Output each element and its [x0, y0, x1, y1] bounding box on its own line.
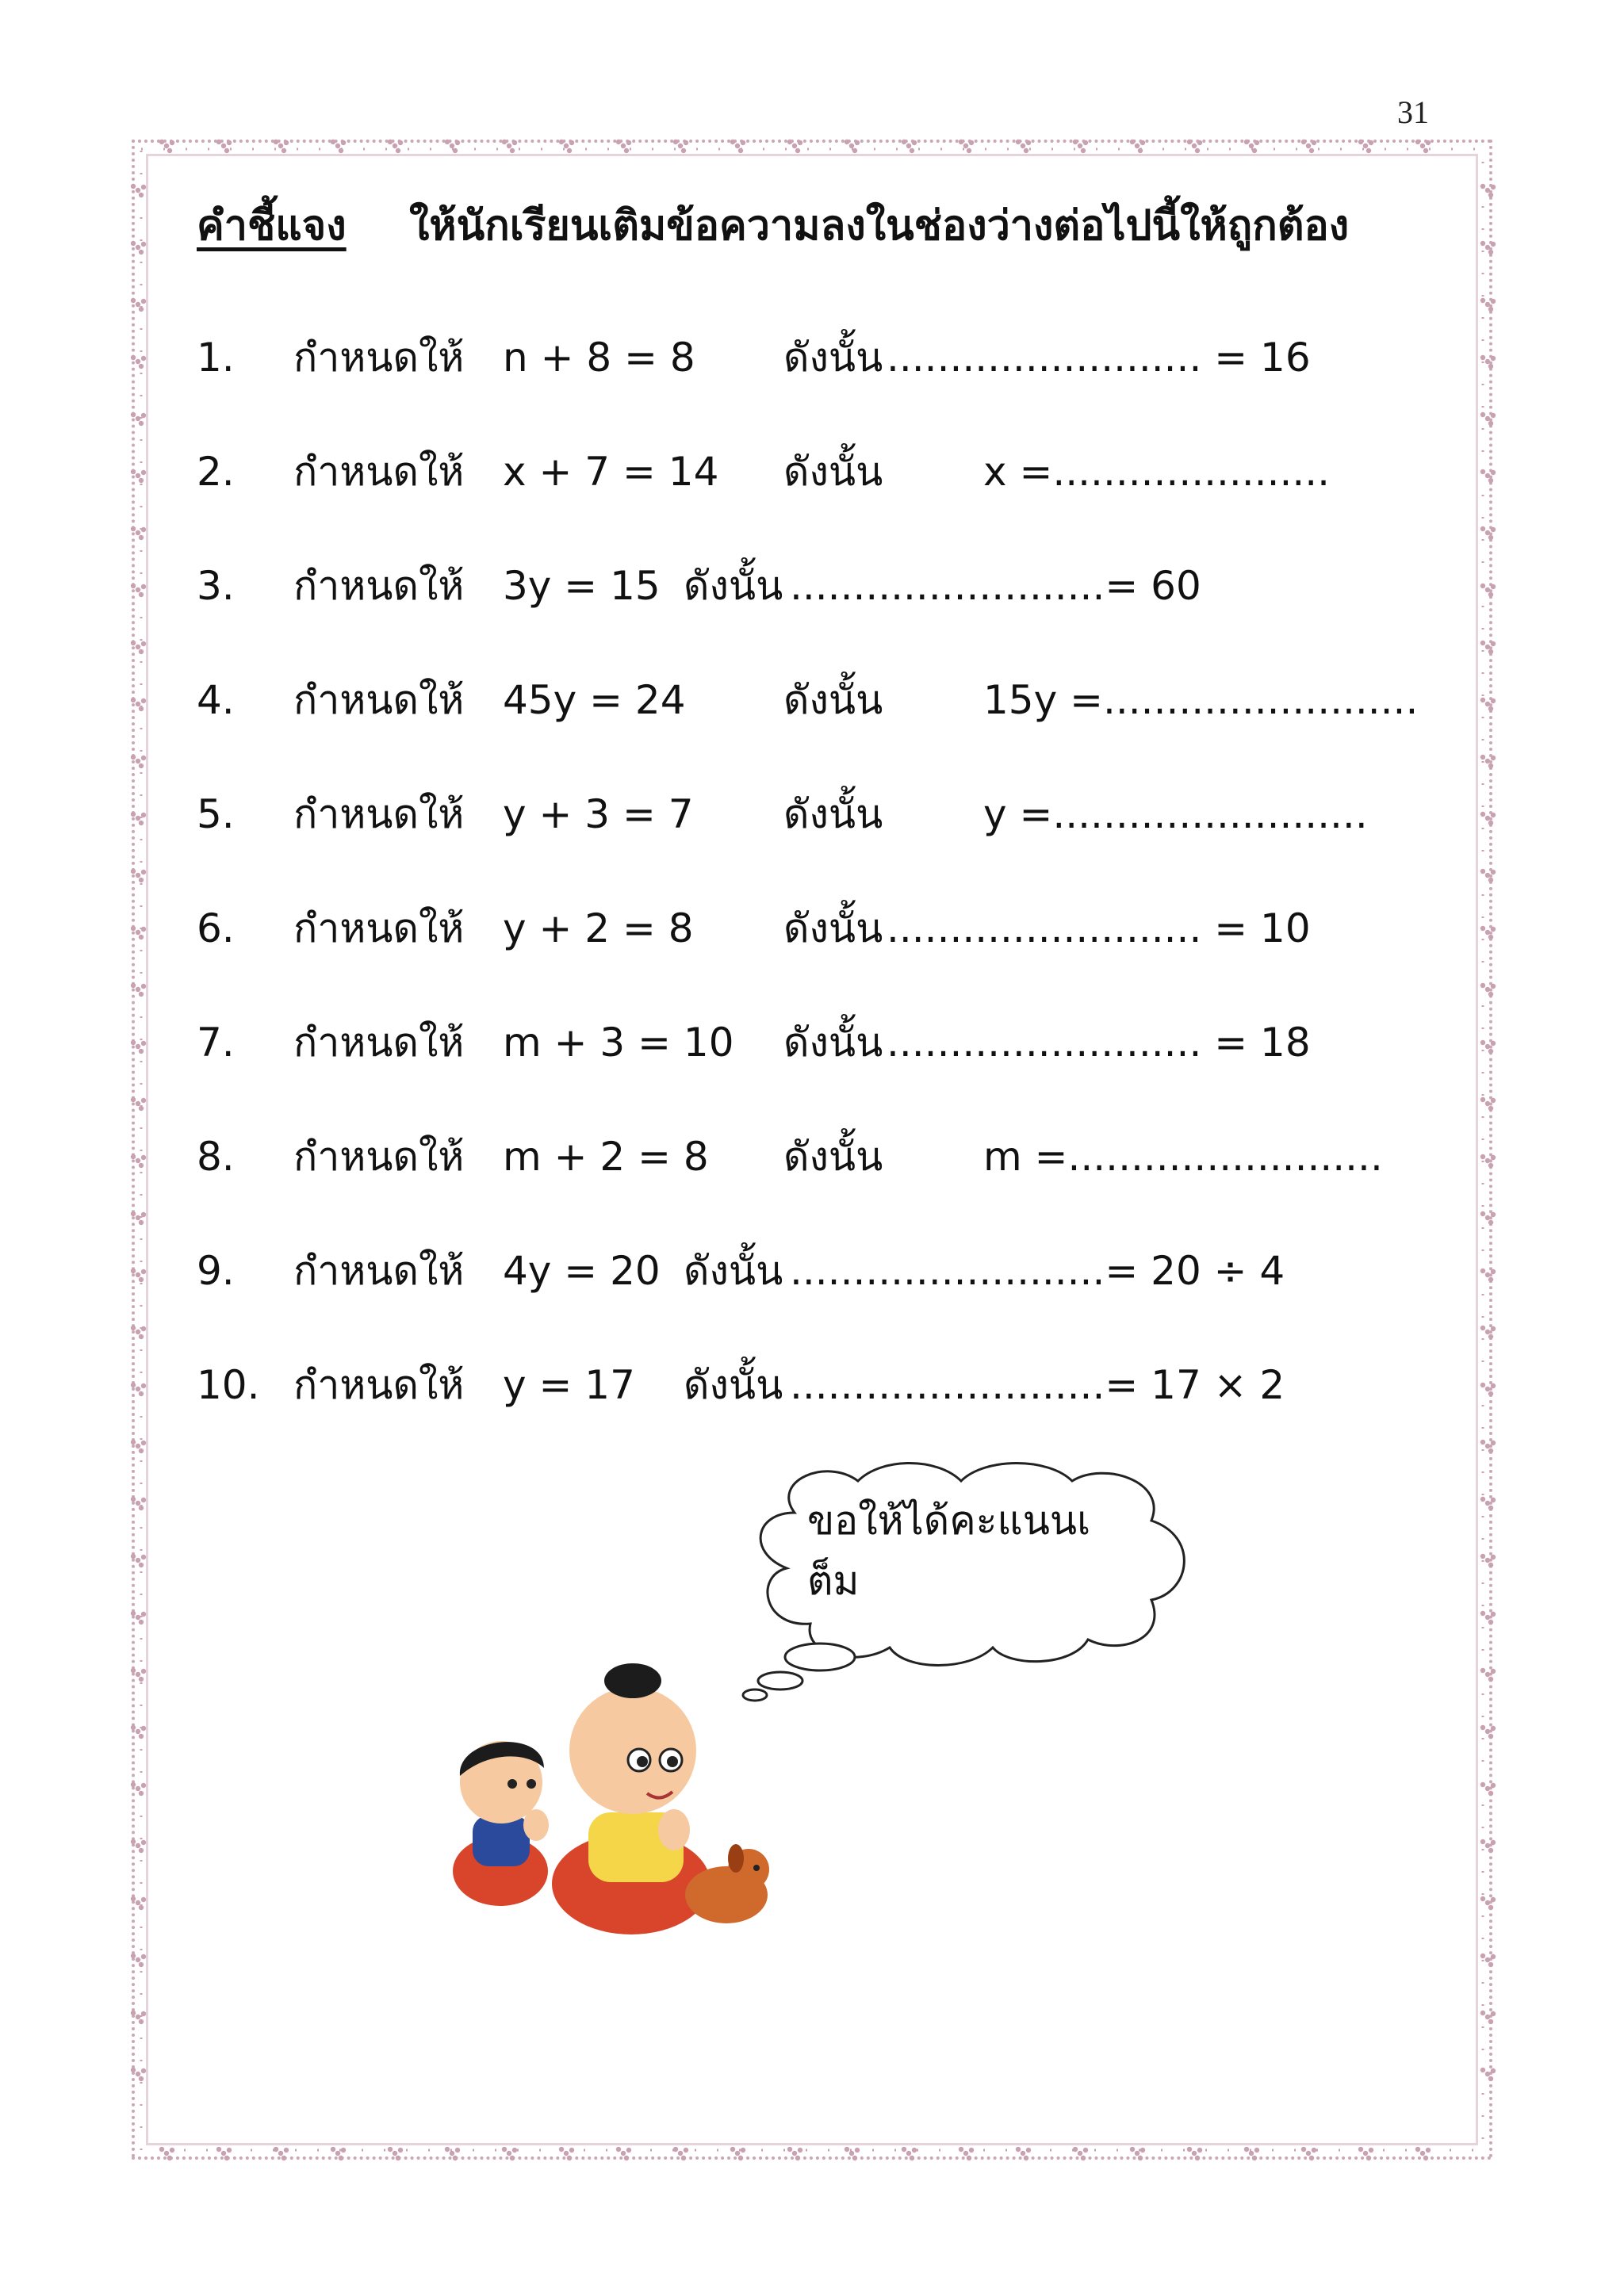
- given-equation: x + 7 = 14: [503, 449, 719, 495]
- question-number: 10.: [197, 1362, 260, 1408]
- given-label: กำหนดให้: [293, 677, 465, 723]
- given-equation: y + 3 = 7: [503, 791, 694, 837]
- therefore-label: ดังนั้น: [684, 1362, 783, 1408]
- therefore-label: ดังนั้น: [783, 335, 883, 381]
- therefore-label: ดังนั้น: [783, 791, 883, 837]
- instruction-text: ให้นักเรียนเติมข้อความลงในช่องว่างต่อไปนี้ให้ถูกต้อง: [409, 201, 1350, 250]
- page-number: 31: [1397, 94, 1429, 130]
- given-label: กำหนดให้: [293, 905, 465, 951]
- question-number: 1.: [197, 335, 235, 381]
- answer-blank: 15y =.........................: [983, 677, 1419, 723]
- question-number: 2.: [197, 449, 235, 495]
- given-label: กำหนดให้: [293, 791, 465, 837]
- question-number: 6.: [197, 905, 235, 951]
- given-equation: m + 2 = 8: [503, 1134, 709, 1180]
- answer-blank: .........................= 60: [790, 563, 1201, 609]
- question-number: 4.: [197, 677, 235, 723]
- given-equation: 3y = 15: [503, 563, 661, 609]
- given-label: กำหนดให้: [293, 1020, 465, 1066]
- therefore-label: ดังนั้น: [783, 905, 883, 951]
- question-number: 5.: [197, 791, 235, 837]
- answer-blank: x =......................: [983, 449, 1331, 495]
- therefore-label: ดังนั้น: [684, 1248, 783, 1294]
- question-number: 3.: [197, 563, 235, 609]
- given-equation: m + 3 = 10: [503, 1020, 734, 1066]
- thought-bubble-text: ขอให้ได้คะแนนเต็ม: [807, 1498, 1091, 1604]
- given-equation: 4y = 20: [503, 1248, 661, 1294]
- given-label: กำหนดให้: [293, 449, 465, 495]
- instruction-row: [197, 189, 1350, 260]
- given-label: กำหนดให้: [293, 1362, 465, 1408]
- given-equation: n + 8 = 8: [503, 335, 695, 381]
- given-equation: y + 2 = 8: [503, 905, 694, 951]
- answer-blank: ......................... = 10: [887, 905, 1311, 951]
- therefore-label: ดังนั้น: [684, 563, 783, 609]
- therefore-label: ดังนั้น: [783, 449, 883, 495]
- given-label: กำหนดให้: [293, 1248, 465, 1294]
- therefore-label: ดังนั้น: [783, 1134, 883, 1180]
- answer-blank: .........................= 17 × 2: [790, 1362, 1285, 1408]
- question-number: 9.: [197, 1248, 235, 1294]
- answer-blank: .........................= 20 ÷ 4: [790, 1248, 1285, 1294]
- given-equation: y = 17: [503, 1362, 635, 1408]
- two-thai-children-praying-with-dog-icon: [425, 1657, 774, 1939]
- given-label: กำหนดให้: [293, 1134, 465, 1180]
- answer-blank: ......................... = 18: [887, 1020, 1311, 1066]
- instruction-label: คำชี้แจง: [197, 201, 347, 250]
- question-number: 7.: [197, 1020, 235, 1066]
- therefore-label: ดังนั้น: [783, 1020, 883, 1066]
- given-equation: 45y = 24: [503, 677, 686, 723]
- answer-blank: ......................... = 16: [887, 335, 1311, 381]
- question-number: 8.: [197, 1134, 235, 1180]
- answer-blank: m =.........................: [983, 1134, 1383, 1180]
- therefore-label: ดังนั้น: [783, 677, 883, 723]
- answer-blank: y =.........................: [983, 791, 1368, 837]
- given-label: กำหนดให้: [293, 563, 465, 609]
- given-label: กำหนดให้: [293, 335, 465, 381]
